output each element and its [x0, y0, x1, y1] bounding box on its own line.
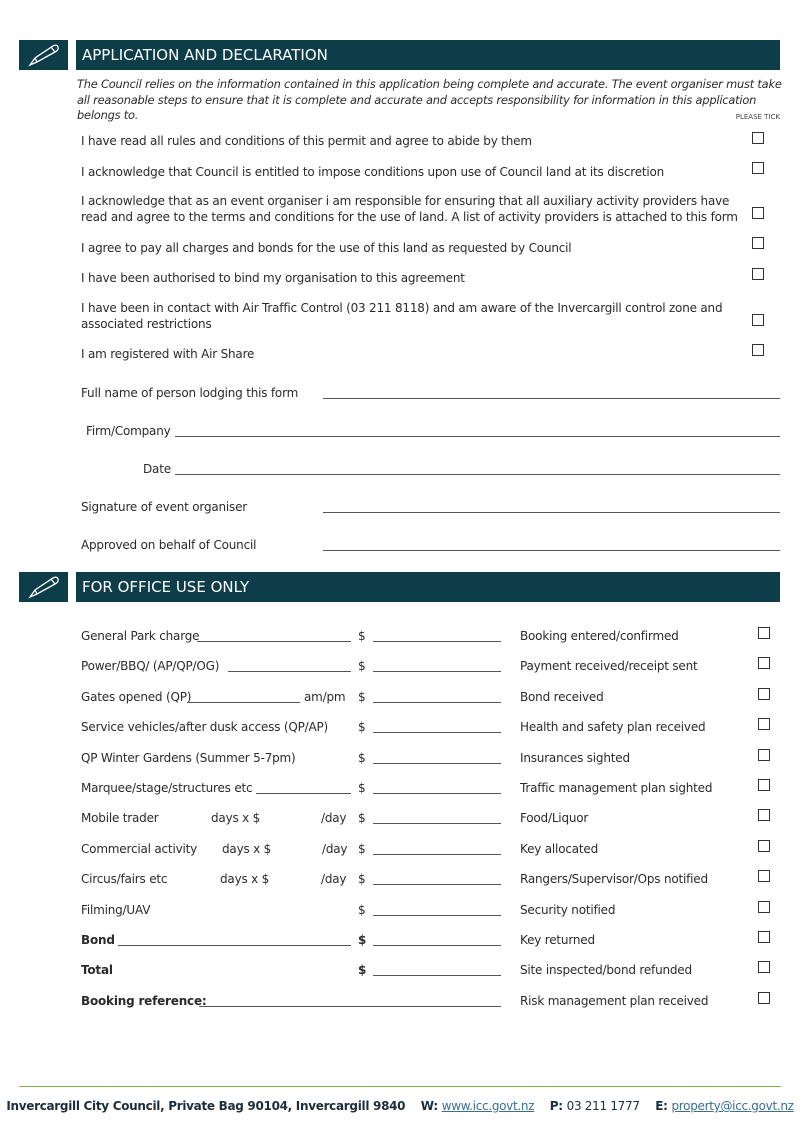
booking-reference-field[interactable]	[199, 1006, 501, 1007]
per-day-label: /day	[321, 872, 347, 886]
amount-field[interactable]	[373, 945, 501, 946]
checklist-checkbox[interactable]	[758, 688, 770, 700]
declaration-text: I have been authorised to bind my organisation to this agreement	[81, 271, 465, 285]
full-name-field[interactable]	[323, 398, 780, 399]
approved-label: Approved on behalf of Council	[81, 538, 257, 552]
section-title-application: APPLICATION AND DECLARATION	[76, 40, 780, 70]
checklist-checkbox[interactable]	[758, 749, 770, 761]
firm-label: Firm/Company	[86, 424, 171, 438]
declaration-checkbox[interactable]	[752, 162, 764, 174]
amount-field[interactable]	[373, 763, 501, 764]
declaration-text: I acknowledge that Council is entitled to impose conditions upon use of Council land at its discretion	[81, 165, 665, 179]
amount-field[interactable]	[373, 671, 501, 672]
dollar-sign: $	[358, 933, 367, 947]
checklist-checkbox[interactable]	[758, 718, 770, 730]
declaration-text: I am registered with Air Share	[81, 347, 255, 361]
date-label: Date	[143, 462, 171, 476]
website-link[interactable]: www.icc.govt.nz	[441, 1099, 535, 1113]
firm-field[interactable]	[175, 436, 780, 437]
charge-label: Circus/fairs etc	[81, 872, 168, 886]
declaration-checkbox[interactable]	[752, 207, 764, 219]
days-label: days x $	[211, 811, 261, 825]
pen-icon	[19, 572, 68, 602]
charge-label: Filming/UAV	[81, 903, 151, 917]
declaration-checkbox[interactable]	[752, 268, 764, 280]
amount-field[interactable]	[373, 732, 501, 733]
days-label: days x $	[220, 872, 270, 886]
section-title-office: FOR OFFICE USE ONLY	[76, 572, 780, 602]
checklist-checkbox[interactable]	[758, 657, 770, 669]
per-day-label: /day	[321, 811, 347, 825]
amount-field[interactable]	[373, 915, 501, 916]
checklist-label: Food/Liquor	[520, 811, 589, 825]
footer: Invercargill City Council, Private Bag 90104, Invercargill 9840 W: www.icc.govt.nz P: 03 211 1777 E: property@icc.govt.nz	[6, 1099, 794, 1113]
checklist-label: Key allocated	[520, 842, 598, 856]
charge-label: Marquee/stage/structures etc	[81, 781, 253, 795]
signature-field[interactable]	[323, 512, 780, 513]
checklist-label: Key returned	[520, 933, 595, 947]
dollar-sign: $	[358, 659, 366, 673]
phone: 03 211 1777	[566, 1099, 640, 1113]
checklist-checkbox[interactable]	[758, 992, 770, 1004]
charge-label: Power/BBQ/ (AP/QP/OG)	[81, 659, 220, 673]
intro-text: The Council relies on the information contained in this application being complete and accurate. The event organiser must take all reasonable steps to ensure that it is complete and accurate and accepts responsibility for information in this application belongs to.	[77, 77, 782, 122]
dollar-sign: $	[358, 811, 366, 825]
amount-field[interactable]	[373, 702, 501, 703]
dollar-sign: $	[358, 842, 366, 856]
checklist-checkbox[interactable]	[758, 627, 770, 639]
amount-field[interactable]	[373, 975, 501, 976]
dollar-sign: $	[358, 629, 366, 643]
checklist-checkbox[interactable]	[758, 901, 770, 913]
amount-field[interactable]	[373, 641, 501, 642]
declaration-text: I agree to pay all charges and bonds for the use of this land as requested by Council	[81, 241, 572, 255]
dollar-sign: $	[358, 720, 366, 734]
days-label: days x $	[222, 842, 272, 856]
checklist-checkbox[interactable]	[758, 870, 770, 882]
amount-field[interactable]	[373, 854, 501, 855]
charge-label: Commercial activity	[81, 842, 198, 856]
detail-field[interactable]	[187, 702, 300, 703]
checklist-label: Insurances sighted	[520, 751, 630, 765]
signature-label: Signature of event organiser	[81, 500, 248, 514]
detail-field[interactable]	[228, 671, 351, 672]
checklist-checkbox[interactable]	[758, 840, 770, 852]
charge-label: Bond	[81, 933, 115, 947]
declaration-checkbox[interactable]	[752, 344, 764, 356]
amount-field[interactable]	[373, 884, 501, 885]
declaration-checkbox[interactable]	[752, 132, 764, 144]
pen-icon	[19, 40, 68, 70]
charge-label: Mobile trader	[81, 811, 159, 825]
charge-label: Total	[81, 963, 113, 977]
charge-label: QP Winter Gardens (Summer 5-7pm)	[81, 751, 296, 765]
dollar-sign: $	[358, 690, 366, 704]
declaration-checkbox[interactable]	[752, 237, 764, 249]
checklist-label: Security notified	[520, 903, 616, 917]
checklist-label: Health and safety plan received	[520, 720, 706, 734]
checklist-label: Rangers/Supervisor/Ops notified	[520, 872, 708, 886]
amount-field[interactable]	[373, 823, 501, 824]
checklist-label: Site inspected/bond refunded	[520, 963, 692, 977]
detail-field[interactable]	[256, 793, 351, 794]
detail-field[interactable]	[118, 945, 351, 946]
please-tick-label: PLEASE TICK	[735, 113, 780, 121]
dollar-sign: $	[358, 781, 366, 795]
checklist-checkbox[interactable]	[758, 809, 770, 821]
checklist-checkbox[interactable]	[758, 779, 770, 791]
booking-reference-label: Booking reference:	[81, 994, 207, 1008]
footer-divider	[19, 1086, 781, 1087]
charge-label: General Park charge	[81, 629, 200, 643]
approved-field[interactable]	[323, 550, 780, 551]
amount-field[interactable]	[373, 793, 501, 794]
declaration-text: I acknowledge that as an event organiser i am responsible for ensuring that all auxiliary activity providers have read and agree to the terms and conditions for the use of land. A list of activity providers is attached to this form	[81, 194, 738, 224]
detail-field[interactable]	[197, 641, 351, 642]
charge-label: Service vehicles/after dusk access (QP/AP)	[81, 720, 329, 734]
checklist-label: Risk management plan received	[520, 994, 709, 1008]
checklist-label: Payment received/receipt sent	[520, 659, 698, 673]
full-name-label: Full name of person lodging this form	[81, 386, 299, 400]
dollar-sign: $	[358, 751, 366, 765]
dollar-sign: $	[358, 903, 366, 917]
date-field[interactable]	[175, 474, 780, 475]
checklist-label: Booking entered/confirmed	[520, 629, 679, 643]
dollar-sign: $	[358, 872, 366, 886]
per-day-label: /day	[322, 842, 348, 856]
checklist-label: Traffic management plan sighted	[520, 781, 713, 795]
checklist-checkbox[interactable]	[758, 961, 770, 973]
checklist-checkbox[interactable]	[758, 931, 770, 943]
dollar-sign: $	[358, 963, 367, 977]
declaration-text: I have been in contact with Air Traffic Control (03 211 8118) and am aware of the Invercargill control zone and associated restrictions	[81, 301, 723, 331]
declaration-checkbox[interactable]	[752, 314, 764, 326]
checklist-label: Bond received	[520, 690, 604, 704]
charge-label: Gates opened (QP)	[81, 690, 192, 704]
declaration-text: I have read all rules and conditions of this permit and agree to abide by them	[81, 134, 532, 148]
am-pm-label: am/pm	[304, 690, 346, 704]
email-link[interactable]: property@icc.govt.nz	[671, 1099, 794, 1113]
